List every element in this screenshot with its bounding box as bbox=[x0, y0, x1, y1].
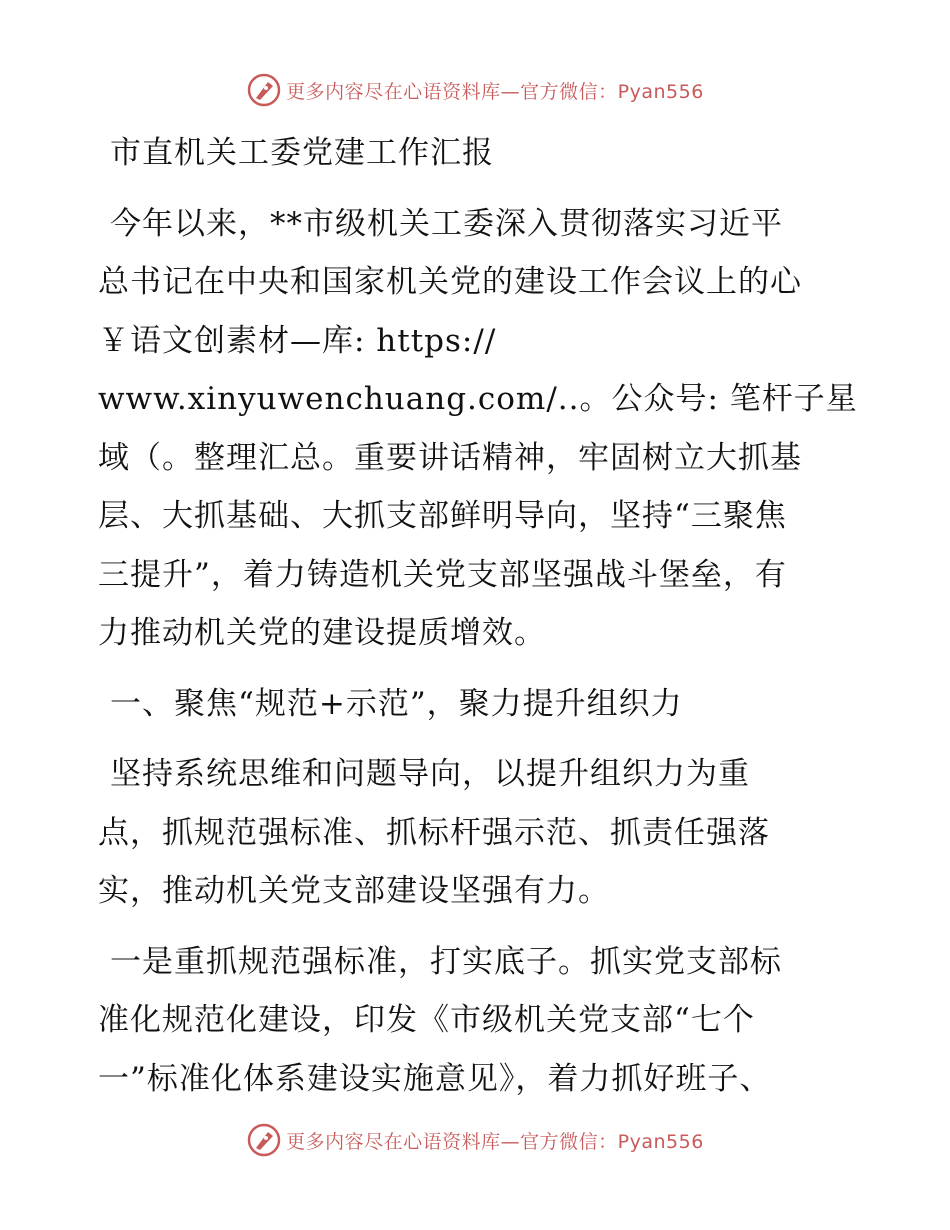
section-heading: 一、聚焦“规范+示范”，聚力提升组织力 bbox=[110, 685, 683, 722]
text-line: 总书记在中央和国家机关党的建设工作会议上的心 bbox=[98, 264, 802, 300]
paragraph-point-1 bbox=[98, 933, 858, 1109]
text-line: 域（。整理汇总。重要讲话精神，牢固树立大抓基 bbox=[98, 439, 802, 476]
watermark-text: 更多内容尽在心语资料库—官方微信：Pyan556 bbox=[286, 1130, 704, 1153]
text-line: 层、大抓基础、大抓支部鲜明导向，坚持“三聚焦 bbox=[98, 498, 787, 534]
text-line: 点，抓规范强标准、抓标杆强示范、抓责任强落 bbox=[98, 814, 770, 851]
watermark-text: 更多内容尽在心语资料库—官方微信：Pyan556 bbox=[286, 80, 704, 103]
document-body bbox=[98, 124, 858, 1108]
text-line: 一是重抓规范强标准，打实底子。抓实党支部标 bbox=[110, 943, 782, 980]
text-line: ￥语文创素材—库: https:// bbox=[98, 322, 497, 359]
text-line: 一”标准化体系建设实施意见》，着力抓好班子、 bbox=[98, 1060, 772, 1097]
pen-nib-circle-logo-icon bbox=[246, 1122, 282, 1158]
text-line: 准化规范化建设，印发《市级机关党支部“七个 bbox=[98, 1002, 755, 1038]
text-line: www.xinyuwenchuang.com/..。公众号: 笔杆子星 bbox=[98, 381, 858, 417]
text-line: 力推动机关党的建设提质增效。 bbox=[98, 615, 546, 651]
text-line: 实，推动机关党支部建设坚强有力。 bbox=[98, 873, 610, 909]
watermark-header bbox=[0, 70, 950, 110]
paragraph-section-1-intro bbox=[98, 745, 858, 921]
paragraph-intro bbox=[98, 195, 858, 663]
text-line: 坚持系统思维和问题导向，以提升组织力为重 bbox=[110, 756, 750, 792]
text-line: 三提升”，着力铸造机关党支部坚强战斗堡垒，有 bbox=[98, 556, 787, 593]
document-title: 市直机关工委党建工作汇报 bbox=[110, 135, 494, 171]
watermark-footer bbox=[0, 1120, 950, 1160]
text-line: 今年以来，**市级机关工委深入贯彻落实习近平 bbox=[110, 205, 783, 242]
pen-nib-circle-logo-icon bbox=[246, 72, 282, 108]
section-heading-1 bbox=[98, 675, 858, 734]
